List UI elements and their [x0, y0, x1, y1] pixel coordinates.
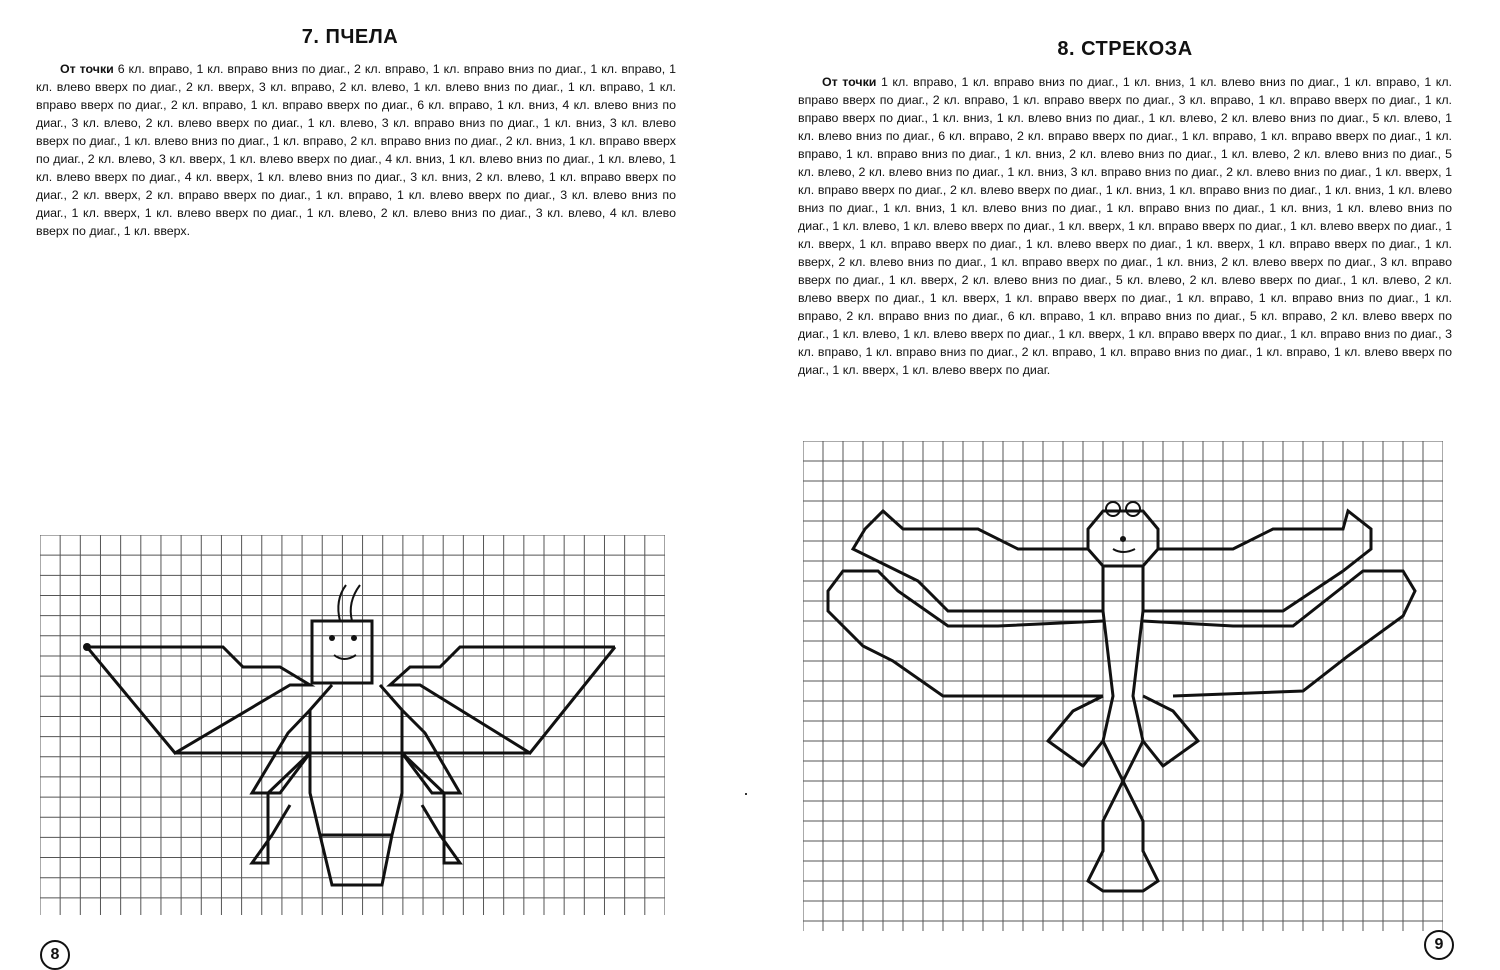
- bee-leg-left-2: [252, 753, 310, 863]
- page-number: 9: [1424, 930, 1454, 960]
- dragonfly-figure: [828, 502, 1415, 891]
- dragonfly-leg-right: [1143, 696, 1198, 766]
- dragonfly-nose: [1120, 536, 1126, 542]
- start-point: [83, 643, 91, 651]
- instructions-text: 1 кл. вправо, 1 кл. вправо вниз по диаг., 1 кл. вниз, 1 кл. влево вниз по диаг., 1 кл. вправо, 1 кл. вправо вверх по диаг., 2 кл. вправо, 1 кл. вправо вверх по диаг., 3 кл. вправо, 1 кл. вправо вверх по диаг., 1 кл. вправо вверх по диаг., 1 кл. вниз, 1 кл. влево вниз по диаг., 1 кл. влево, 2 кл. влево вниз по диаг., 5 кл. влево, 1 кл. влево вниз по диаг., 6 кл. вправо, 2 кл. вправо вверх по диаг., 1 кл. вправо, 1 кл. вправо вверх по диаг., 1 кл. вправо, 1 кл. вправо вниз по диаг., 1 кл. вниз, 2 кл. влево вниз по диаг., 1 кл. влево, 2 кл. влево вниз по диаг., 5 кл. влево, 2 кл. влево вниз по диаг., 1 кл. вниз, 3 кл. вправо вниз по диаг., 2 кл. влево вниз по диаг., 1 кл. вверх, 1 кл. вправо вверх по диаг., 2 кл. влево вверх по диаг., 1 кл. вниз, 1 кл. вправо вниз по диаг., 1 кл. вниз, 1 кл. влево вниз по диаг., 1 кл. вниз, 1 кл. влево вниз по диаг., 1 кл. вправо вниз по диаг., 1 кл. вниз, 1 кл. влево вниз по диаг., 1 кл. влево, 1 кл. влево вверх по диаг., 1 кл. вверх, 1 кл. вправо вверх по диаг., 1 кл. влево вверх по диаг., 1 кл. вверх, 1 кл. вправо вверх по диаг., 1 кл. влево вверх по диаг., 1 кл. вверх, 1 кл. вправо вверх по диаг., 1 кл. вверх, 2 кл. влево вниз по диаг., 1 кл. вправо вверх по диаг., 1 кл. вниз, 2 кл. влево вверх по диаг., 3 кл. вправо вверх по диаг., 1 кл. вверх, 2 кл. влево вниз по диаг., 5 кл. влево, 2 кл. влево вверх по диаг., 1 кл. влево, 2 кл. влево вверх по диаг., 1 кл. вверх, 1 кл. вправо вверх по диаг., 1 кл. вправо, 1 кл. вправо вниз по диаг., 1 кл. вправо, 2 кл. вправо вниз по диаг., 6 кл. вправо, 1 кл. вправо вниз по диаг., 5 кл. вправо, 2 кл. влево вверх по диаг., 1 кл. влево, 1 кл. влево вверх по диаг., 1 кл. вверх, 1 кл. вправо вверх по диаг., 1 кл. вправо вниз по диаг., 3 кл. вправо, 1 кл. вправо вниз по диаг., 2 кл. вправо, 1 кл. вправо вниз по диаг., 1 кл. вправо, 1 кл. влево вверх по диаг., 1 кл. вверх, 1 кл. влево вверх по диаг.: [798, 75, 1452, 377]
- bee-figure: [87, 585, 615, 885]
- stray-dot: [745, 793, 747, 795]
- instructions-dragonfly: [798, 73, 1452, 379]
- left-page: [0, 0, 750, 962]
- page-title-bee: 7. ПЧЕЛА: [301, 26, 399, 48]
- dragonfly-lower-right-wing: [1143, 571, 1415, 696]
- dragonfly-eye-right: [1126, 502, 1140, 516]
- dragonfly-leg-left: [1048, 696, 1103, 766]
- bee-grid: [40, 535, 665, 915]
- bee-body: [310, 685, 402, 885]
- bee-eye-left: [329, 635, 335, 641]
- grid-lines: [40, 535, 665, 915]
- dragonfly-eye-left: [1106, 502, 1120, 516]
- page-number: 8: [40, 940, 70, 970]
- bee-leg-right-2: [402, 753, 460, 863]
- instructions-bee: [36, 60, 676, 240]
- dragonfly-mouth: [1113, 549, 1135, 552]
- right-page: [750, 0, 1500, 962]
- instructions-text: 6 кл. вправо, 1 кл. вправо вниз по диаг., 2 кл. вправо, 1 кл. вправо вниз по диаг., 1 кл. вправо, 1 кл. влево вверх по диаг., 2 кл. вверх, 3 кл. вправо, 2 кл. влево, 1 кл. влево вниз по диаг., 1 кл. вправо, 1 кл. вправо вверх по диаг., 2 кл. вправо, 1 кл. вправо вверх по диаг., 6 кл. вправо, 1 кл. вниз, 4 кл. влево вниз по диаг., 3 кл. влево, 2 кл. влево вверх по диаг., 1 кл. влево, 3 кл. вправо вниз по диаг., 1 кл. вниз, 3 кл. влево вверх по диаг., 1 кл. влево вниз по диаг., 1 кл. вправо, 2 кл. вправо вниз по диаг., 2 кл. вниз, 1 кл. вправо вверх по диаг., 2 кл. влево, 3 кл. вверх, 1 кл. влево вверх по диаг., 4 кл. вниз, 1 кл. влево вниз по диаг., 1 кл. влево, 1 кл. влево вверх по диаг., 4 кл. вверх, 1 кл. влево вниз по диаг., 3 кл. вниз, 2 кл. влево, 1 кл. вправо вверх по диаг., 2 кл. вверх, 2 кл. вправо вверх по диаг., 1 кл. вправо, 1 кл. влево вверх по диаг., 3 кл. влево вниз по диаг., 1 кл. вверх, 1 кл. влево вверх по диаг., 1 кл. влево, 2 кл. влево вниз по диаг., 3 кл. влево, 4 кл. влево вверх по диаг., 1 кл. вверх.: [36, 62, 677, 238]
- dragonfly-lower-left-wing: [828, 571, 1103, 696]
- instructions-lead: От точки: [60, 62, 114, 76]
- dragonfly-grid: [803, 441, 1443, 931]
- instructions-lead: От точки: [822, 75, 877, 89]
- bee-eye-right: [351, 635, 357, 641]
- page-title-dragonfly: 8. СТРЕКОЗА: [1057, 38, 1193, 60]
